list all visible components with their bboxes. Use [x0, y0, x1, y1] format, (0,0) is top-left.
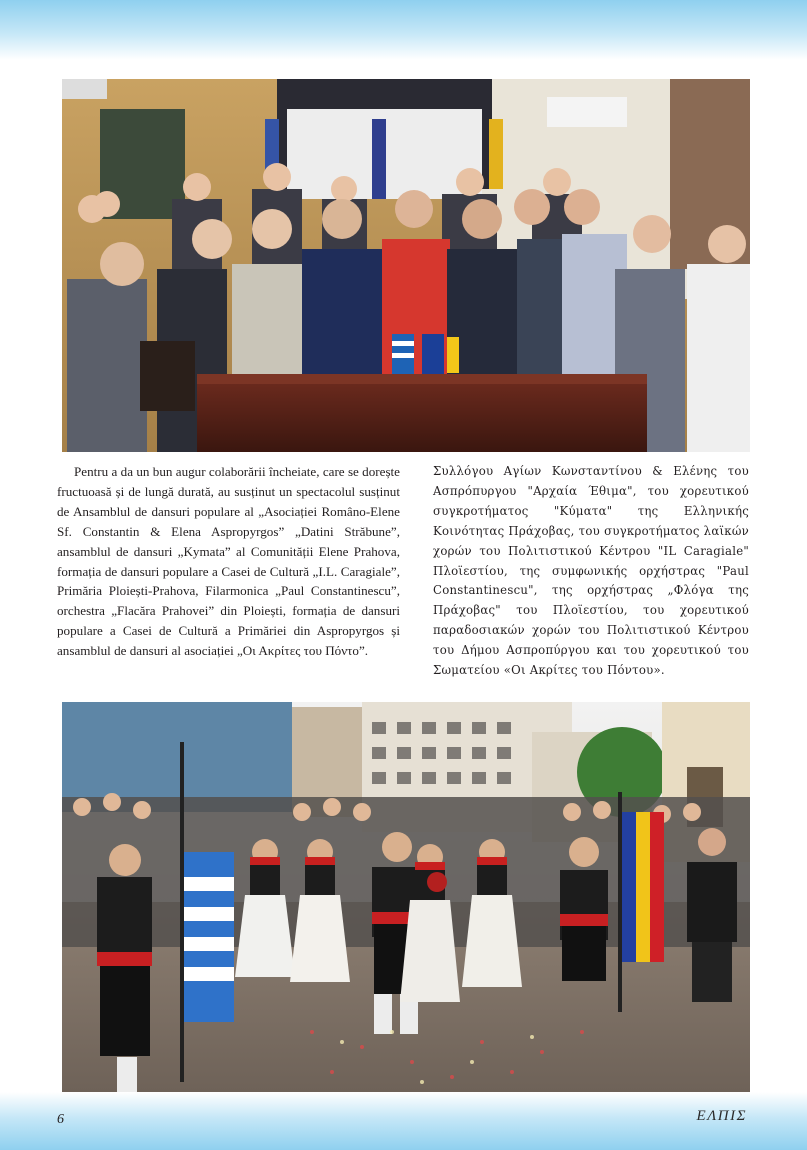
- journal-name: ΕΛΠΙΣ: [696, 1108, 747, 1124]
- article-text-romanian: Pentru a da un bun augur colaborării încheiate, care se dorește fructuoasă și de lungă durată, au susținut un spectacolul susținut de Ansamblul de dansuri populare al „Asociației Româno-Elene Sf. Constantin & Elena Aspropyrgos” „Datini Străbune”, ansamblul de dansuri „Kymata” al Comunității Elene Prahova, formația de dansuri populare a Casei de Cultură „I.L. Caragiale”, Primăria Ploiești-Prahova, Filarmonica „Paul Constantinescu”, orchestra „Flacăra Prahovei” din Ploiești, formația de dansuri populare a Casei de Cultură a Primăriei din Aspropyrgos și ansamblul de dansuri al asociației „Οι Ακρίτες του Πόντο”.: [57, 464, 400, 659]
- header-band: [0, 0, 807, 60]
- folk-dance-photo: [62, 702, 750, 1093]
- footer-band: [0, 1092, 807, 1150]
- article-text-greek: Συλλόγου Αγίων Κωνσταντίνου & Ελένης του Ασπρόπυργου "Αρχαία Έθιμα", του χορευτικού συγκροτήματος "Κύματα" της Ελληνικής Κοινότητας Πράχοβας, του συγκροτήματος λαϊκών χορών του Πολιτιστικού Κέντρου "IL Caragiale" Πλοϊεστίου, της συμφωνικής ορχήστρας "Paul Constantinescu", της ορχήστρας „Φλόγα της Πράχοβας" του Πλοϊεστίου, του χορευτικού παραδοσιακών χορών του Πολιτιστικού Κέντρου του Δήμου Ασπροπύργου και του χορευτικού του Σωματείου «Οι Ακρίτες του Πόντου».: [433, 464, 749, 678]
- group-photo-signing: [62, 79, 750, 452]
- page-number: 6: [57, 1112, 64, 1127]
